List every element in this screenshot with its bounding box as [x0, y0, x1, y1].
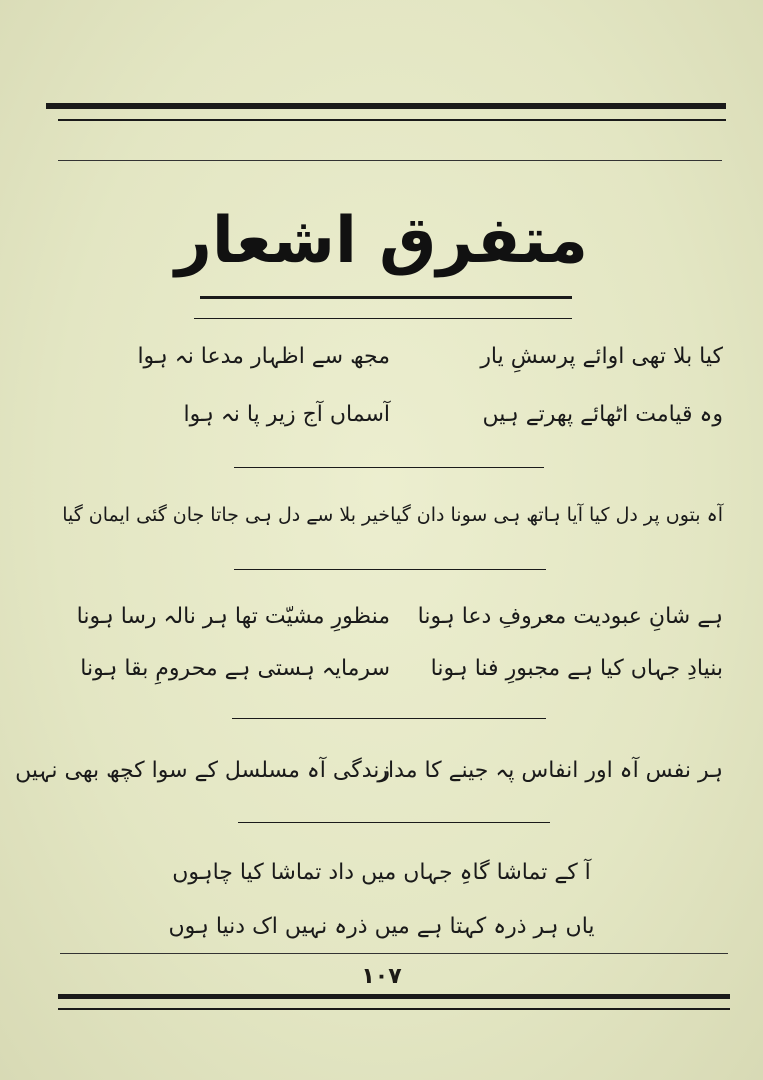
final-couplet-line-2: یاں ہر ذرہ کہتا ہے میں ذرہ نہیں اک دنیا ہوں — [168, 914, 595, 939]
couplet-2-line-1-right: آہ بتوں پر دل کیا آیا ہاتھ ہی سونا دان گیا — [390, 504, 723, 526]
couplet-2-line-1-left: خیر بلا سے دل ہی جاتا جان گئی ایمان گیا — [62, 504, 390, 526]
page-number: ١٠٧ — [361, 964, 402, 989]
bottom-border-thin — [58, 1008, 730, 1010]
divider-4 — [238, 822, 550, 823]
top-border-thin — [58, 119, 726, 121]
top-border-thick — [46, 103, 726, 109]
top-border-line — [58, 160, 722, 161]
couplet-4-line-1-right: ہر نفس آہ اور انفاس پہ جینے کا مدار — [377, 758, 723, 783]
title-underline — [200, 296, 572, 299]
final-couplet-line-1: آ کے تماشا گاہِ جہاں میں داد تماشا کیا چاہوں — [172, 860, 591, 885]
couplet-3-line-1-right: ہے شانِ عبودیت معروفِ دعا ہونا — [417, 604, 723, 629]
couplet-3-line-2-left: سرمایہ ہستی ہے محرومِ بقا ہونا — [80, 656, 390, 681]
divider-2 — [234, 569, 546, 570]
couplet-1-line-2-right: وہ قیامت اٹھائے پھرتے ہیں — [482, 402, 723, 427]
page-title: متفرق اشعار — [175, 204, 588, 278]
divider-3 — [232, 718, 546, 719]
title-underline-thin — [194, 318, 572, 319]
couplet-3-line-1-left: منظورِ مشیّت تھا ہر نالہ رسا ہونا — [76, 604, 390, 629]
bottom-border-thin-top — [60, 953, 728, 954]
bottom-border-thick — [58, 994, 730, 999]
couplet-1-line-1-left: مجھ سے اظہار مدعا نہ ہوا — [137, 344, 390, 369]
couplet-1-line-2-left: آسماں آج زیر پا نہ ہوا — [183, 402, 390, 427]
couplet-4-line-1-left: زندگی آہ مسلسل کے سوا کچھ بھی نہیں — [15, 758, 390, 783]
couplet-1-line-1-right: کیا بلا تھی اوائے پرسشِ یار — [480, 344, 723, 369]
divider-1 — [234, 467, 544, 468]
couplet-3-line-2-right: بنیادِ جہاں کیا ہے مجبورِ فنا ہونا — [430, 656, 723, 681]
